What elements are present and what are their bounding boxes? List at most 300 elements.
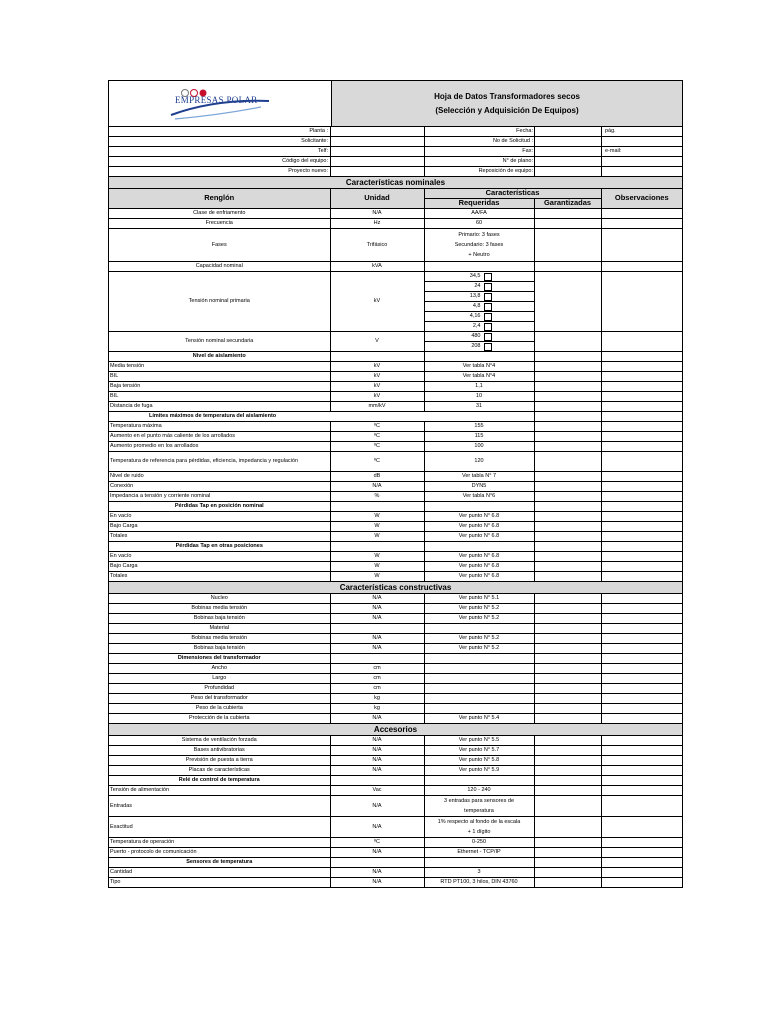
row-guaranteed[interactable] [534,532,601,542]
subsection-row [109,654,682,664]
table-row [109,452,682,472]
req-line: Primario: 3 fases [458,232,500,238]
row-observations[interactable] [601,838,682,848]
row-observations[interactable] [601,432,682,442]
info-row-proyecto [109,167,682,177]
row-observations[interactable] [601,362,682,372]
option-checkbox[interactable] [484,303,492,311]
row-unit: kg [330,694,424,704]
row-guaranteed[interactable] [534,746,601,756]
info-value-field[interactable] [331,127,425,136]
row-observations[interactable] [601,614,682,624]
row-required: Ver punto N° 6.8 [424,512,534,522]
row-guaranteed[interactable] [534,562,601,572]
subsection-title: Límites máximos de temperatura del aislamiento [109,412,534,422]
row-observations[interactable] [601,442,682,452]
table-row [109,382,682,392]
row-unit: kV [330,382,424,392]
row-guaranteed[interactable] [534,522,601,532]
row-required: Ver punto N° 5.2 [424,614,534,624]
row-required: 31 [424,402,534,412]
row-label: Placas de características [109,766,330,776]
row-observations[interactable] [601,562,682,572]
row-unit: N/A [330,817,424,838]
row-label: Distancia de fuga [109,402,330,412]
option-value: 208 [471,343,481,350]
row-observations[interactable] [601,482,682,492]
subsection-title: Relé de control de temperatura [109,776,330,786]
row-label: Bases antivibratorias [109,746,330,756]
row-required[interactable] [424,674,534,684]
row-guaranteed[interactable] [534,372,601,382]
row-label: Entradas [109,796,330,817]
row-label: Impedancia a tensión y corriente nominal [109,492,330,502]
row-required: Ethernet - TCP/IP [424,848,534,858]
row-guaranteed[interactable] [534,422,601,432]
req-line: + Neutro [468,252,490,258]
row-observations[interactable] [601,604,682,614]
row-guaranteed[interactable] [534,624,601,634]
row-label: Nucleo [109,594,330,604]
row-unit: N/A [330,594,424,604]
row-guaranteed[interactable] [534,766,601,776]
table-row [109,694,682,704]
row-observations[interactable] [601,624,682,634]
info-value-field[interactable] [331,157,425,166]
row-observations[interactable] [601,209,682,219]
row-observations[interactable] [601,452,682,472]
row-required[interactable] [424,684,534,694]
row-guaranteed[interactable] [534,684,601,694]
row-unit: kV [330,272,424,332]
row-observations[interactable] [601,796,682,817]
row-observations[interactable] [601,382,682,392]
row-required: Ver punto N° 5.2 [424,604,534,614]
row-guaranteed[interactable] [534,392,601,402]
row-guaranteed[interactable] [534,786,601,796]
option-checkbox[interactable] [484,343,492,351]
row-guaranteed[interactable] [534,614,601,624]
row-required: Ver punto N° 6.8 [424,562,534,572]
nominal-table [109,189,682,581]
row-label: Ancho [109,664,330,674]
row-required: AA/FA [424,209,534,219]
subsection-title: Pérdidas Tap en posición nominal [109,502,330,512]
row-unit: N/A [330,482,424,492]
table-row [109,492,682,502]
row-guaranteed[interactable] [534,552,601,562]
row-required: Ver punto N° 5.5 [424,736,534,746]
row-observations[interactable] [601,634,682,644]
info-extra-label [602,167,682,176]
table-row [109,674,682,684]
table-row [109,756,682,766]
row-guaranteed[interactable] [534,674,601,684]
info-row-codigo [109,157,682,167]
row-observations[interactable] [601,684,682,694]
row-guaranteed[interactable] [534,664,601,674]
row-observations[interactable] [601,229,682,262]
table-row [109,817,682,838]
row-unit: N/A [330,604,424,614]
title-line-2: (Selección y Adquisición De Equipos) [435,105,579,115]
row-unit: N/A [330,746,424,756]
table-row [109,472,682,482]
row-required: Ver tabla N°4 [424,362,534,372]
row-required: Ver punto N° 5.2 [424,644,534,654]
info-label: Planta : [109,127,331,136]
row-unit: W [330,552,424,562]
row-unit: ºC [330,432,424,442]
row-required: RTD PT100, 3 hilos, DIN 43760 [424,878,534,888]
table-row [109,432,682,442]
row-guaranteed[interactable] [534,572,601,582]
table-row [109,684,682,694]
voltage-option [424,312,534,322]
row-observations[interactable] [601,522,682,532]
row-unit: Trifásico [330,229,424,262]
row-observations[interactable] [601,272,682,332]
row-guaranteed[interactable] [534,402,601,412]
row-observations[interactable] [601,786,682,796]
row-label: Temperatura de operación [109,838,330,848]
row-unit: N/A [330,848,424,858]
row-guaranteed[interactable] [534,442,601,452]
row-observations[interactable] [601,746,682,756]
info-extra-label [602,157,682,166]
col-renglon: Renglón [109,189,330,209]
row-observations[interactable] [601,868,682,878]
voltage-option [424,322,534,332]
table-row [109,209,682,219]
row-guaranteed[interactable] [534,272,601,332]
row-label: Totales [109,572,330,582]
row-unit: kV [330,392,424,402]
option-checkbox[interactable] [484,333,492,341]
row-label: Clase de enfriamento [109,209,330,219]
table-row [109,532,682,542]
voltage-option [424,302,534,312]
option-checkbox[interactable] [484,293,492,301]
row-guaranteed[interactable] [534,362,601,372]
row-guaranteed[interactable] [534,736,601,746]
row-guaranteed[interactable] [534,219,601,229]
info-value-field[interactable] [535,157,602,166]
option-value: 24 [474,283,481,290]
table-row [109,796,682,817]
section-nominales: Características nominales [109,177,682,189]
row-required [424,229,534,262]
table-row [109,362,682,372]
row-unit: W [330,572,424,582]
row-guaranteed[interactable] [534,868,601,878]
table-row [109,848,682,858]
row-observations[interactable] [601,817,682,838]
row-observations[interactable] [601,372,682,382]
row-label: Tensión de alimentación [109,786,330,796]
row-unit: mm/kV [330,402,424,412]
row-unit: cm [330,674,424,684]
row-unit: cm [330,664,424,674]
row-observations[interactable] [601,402,682,412]
table-row [109,868,682,878]
row-required[interactable] [424,694,534,704]
row-observations[interactable] [601,594,682,604]
row-observations[interactable] [601,664,682,674]
table-row [109,219,682,229]
table-row [109,229,682,262]
row-observations[interactable] [601,644,682,654]
row-guaranteed[interactable] [534,704,601,714]
subsection-row [109,542,682,552]
row-unit: kVA [330,262,424,272]
row-guaranteed[interactable] [534,756,601,766]
row-observations[interactable] [601,674,682,684]
column-header-row [109,189,682,199]
row-observations[interactable] [601,736,682,746]
row-unit: N/A [330,209,424,219]
row-unit: dB [330,472,424,482]
row-guaranteed[interactable] [534,482,601,492]
row-label: Bobinas media tensión [109,634,330,644]
info-value-field[interactable] [331,167,425,176]
option-checkbox[interactable] [484,323,492,331]
row-label: Sistema de ventilación forzada [109,736,330,746]
row-observations[interactable] [601,878,682,888]
table-row [109,664,682,674]
row-observations[interactable] [601,492,682,502]
table-row [109,594,682,604]
option-value: 2,4 [472,323,481,330]
row-required [424,817,534,838]
row-label: Cantidad [109,868,330,878]
row-observations[interactable] [601,552,682,562]
row-guaranteed[interactable] [534,644,601,654]
option-checkbox[interactable] [484,313,492,321]
row-unit: W [330,562,424,572]
row-required: Ver punto N° 5.7 [424,746,534,756]
row-label: Frecuencia [109,219,330,229]
voltage-option [424,272,534,282]
voltage-option [424,332,534,342]
row-guaranteed[interactable] [534,634,601,644]
info-extra-label: pág. [605,128,616,134]
row-label: Baja tensión [109,382,330,392]
option-checkbox[interactable] [484,283,492,291]
row-unit: Vac [330,786,424,796]
row-observations[interactable] [601,532,682,542]
row-required: Ver punto N° 6.8 [424,522,534,532]
table-row [109,392,682,402]
row-label: BIL [109,392,330,402]
row-required: 100 [424,442,534,452]
req-line: 3 entradas para sensores de [443,798,515,804]
company-logo [109,81,332,126]
row-observations[interactable] [601,512,682,522]
title-line-1: Hoja de Datos Transformadores secos [434,91,580,101]
row-required [424,624,534,634]
info-label: Proyecto nuevo: [109,167,331,176]
row-unit: kV [330,362,424,372]
row-unit: % [330,492,424,502]
row-guaranteed[interactable] [534,432,601,442]
subsection-row [109,858,682,868]
row-observations[interactable] [601,756,682,766]
option-value: 4,8 [472,303,481,310]
row-label: En vacío [109,512,330,522]
row-required[interactable] [424,704,534,714]
row-required: Ver punto N° 5.4 [424,714,534,724]
table-row [109,736,682,746]
info-label: Fax: [425,147,535,156]
row-unit: kg [330,704,424,714]
row-observations[interactable] [601,694,682,704]
subsection-title: Sensores de temperatura [109,858,330,868]
row-unit: Hz [330,219,424,229]
row-label: Previsión de puesta a tierra [109,756,330,766]
row-required: Ver punto N° 6.8 [424,552,534,562]
table-row [109,634,682,644]
row-label: Tipo [109,878,330,888]
option-checkbox[interactable] [484,273,492,281]
row-unit: N/A [330,634,424,644]
info-value-field[interactable] [535,147,602,156]
info-row-planta [109,127,682,137]
row-label: Temperatura de referencia para pérdidas, eficiencia, impedancia y regulación [109,452,330,472]
info-value-field[interactable] [331,147,425,156]
row-required: DYN5 [424,482,534,492]
info-label: Telf: [109,147,331,156]
row-unit: N/A [330,756,424,766]
option-value: 13,8 [469,293,481,300]
row-label: Peso del transformador [109,694,330,704]
row-label: Totales [109,532,330,542]
row-required: Ver punto N° 5.1 [424,594,534,604]
req-line: temperatura [464,808,494,814]
sheet-title [332,81,682,126]
row-unit: W [330,522,424,532]
row-observations[interactable] [601,848,682,858]
row-guaranteed[interactable] [534,848,601,858]
row-required: 1,1 [424,382,534,392]
constructive-table [109,594,682,723]
row-observations[interactable] [601,714,682,724]
row-label: Bobinas media tensión [109,604,330,614]
row-observations[interactable] [601,572,682,582]
table-row [109,766,682,776]
row-label: Tensión nominal primaria [109,272,330,332]
col-unidad: Unidad [330,189,424,209]
row-unit: V [330,332,424,352]
info-value-field[interactable] [535,137,602,146]
row-guaranteed[interactable] [534,229,601,262]
row-required [424,796,534,817]
row-guaranteed[interactable] [534,209,601,219]
row-guaranteed[interactable] [534,838,601,848]
subsection-row [109,776,682,786]
row-guaranteed[interactable] [534,604,601,614]
req-line: 1% respecto al fondo de la escala [437,819,521,825]
voltage-option [424,292,534,302]
row-required: Ver punto N° 6.8 [424,532,534,542]
row-label: Tensión nominal secundaria [109,332,330,352]
table-row [109,402,682,412]
row-required[interactable] [424,262,534,272]
table-row [109,332,682,342]
row-required: 0-250 [424,838,534,848]
row-label: BIL [109,372,330,382]
info-value-field[interactable] [535,127,602,136]
row-guaranteed[interactable] [534,262,601,272]
info-label: Solicitante: [109,137,331,146]
col-observaciones: Observaciones [601,189,682,209]
row-guaranteed[interactable] [534,694,601,704]
table-row [109,704,682,714]
row-observations[interactable] [601,332,682,352]
info-value-field[interactable] [331,137,425,146]
row-unit: N/A [330,644,424,654]
row-guaranteed[interactable] [534,452,601,472]
table-row [109,878,682,888]
row-label: Profundidad [109,684,330,694]
info-label: N° de plano: [425,157,535,166]
row-guaranteed[interactable] [534,332,601,352]
voltage-option [424,282,534,292]
row-guaranteed[interactable] [534,714,601,724]
row-guaranteed[interactable] [534,512,601,522]
accessories-table [109,736,682,887]
row-label: Conexión [109,482,330,492]
table-row [109,562,682,572]
col-caracteristicas: Características [424,189,601,199]
row-guaranteed[interactable] [534,594,601,604]
table-row [109,552,682,562]
row-guaranteed[interactable] [534,472,601,482]
row-guaranteed[interactable] [534,817,601,838]
row-guaranteed[interactable] [534,796,601,817]
row-label: Protección de la cubierta [109,714,330,724]
row-observations[interactable] [601,262,682,272]
row-observations[interactable] [601,704,682,714]
row-required[interactable] [424,664,534,674]
table-row [109,572,682,582]
row-unit: ºC [330,442,424,452]
info-label: No de Solicitud : [425,137,535,146]
table-row [109,624,682,634]
row-required: Ver punto N° 5.2 [424,634,534,644]
col-requeridas: Requeridas [424,199,534,209]
row-required: 115 [424,432,534,442]
table-row [109,442,682,452]
section-constructivas: Características constructivas [109,581,682,594]
row-observations[interactable] [601,392,682,402]
row-observations[interactable] [601,472,682,482]
row-required: 120 - 240 [424,786,534,796]
row-observations[interactable] [601,422,682,432]
row-guaranteed[interactable] [534,878,601,888]
row-required: Ver tabla N°4 [424,372,534,382]
row-required: Ver tabla N°6 [424,492,534,502]
row-guaranteed[interactable] [534,492,601,502]
table-row [109,786,682,796]
row-label: En vacío [109,552,330,562]
row-label: Peso de la cubierta [109,704,330,714]
logo-text: EMPRESAS POLAR [175,95,258,105]
row-observations[interactable] [601,219,682,229]
row-guaranteed[interactable] [534,382,601,392]
row-observations[interactable] [601,766,682,776]
info-value-field[interactable] [535,167,602,176]
